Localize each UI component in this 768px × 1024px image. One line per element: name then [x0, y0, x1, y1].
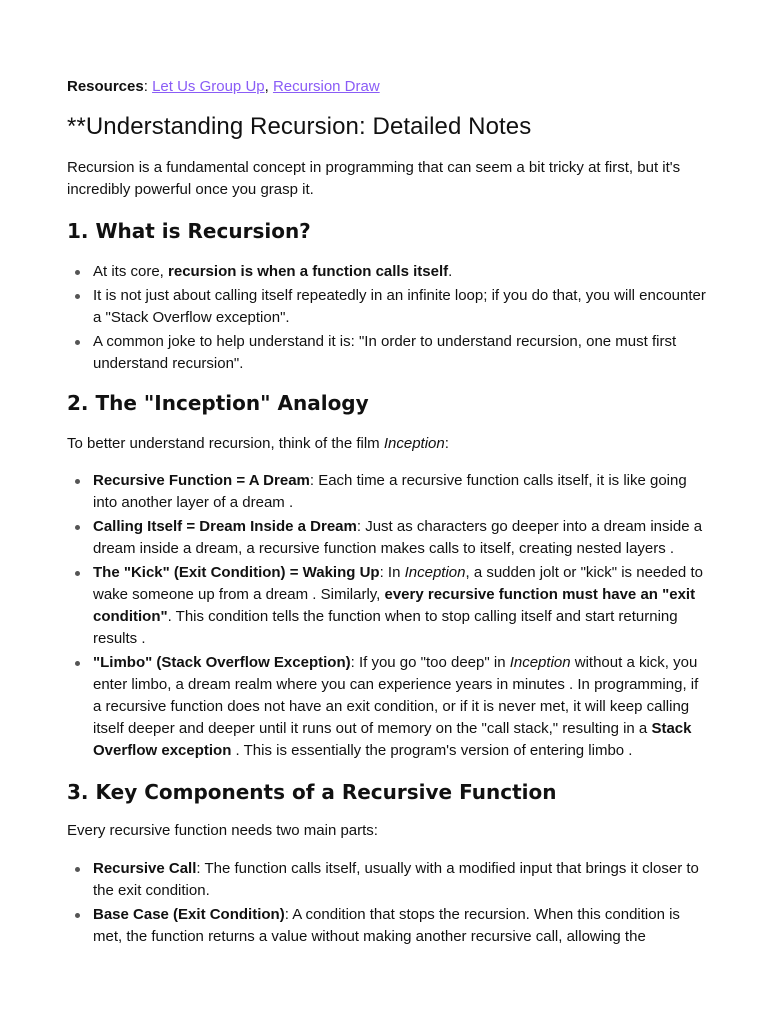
item-text: : In [379, 564, 405, 581]
section-heading-inception-analogy: 2. The "Inception" Analogy [67, 391, 369, 415]
components-intro-paragraph: Every recursive function needs two main parts: [67, 822, 378, 839]
bullet-dot [75, 525, 80, 530]
bullet-dot [75, 270, 80, 275]
what-is-recursion-list [67, 261, 706, 375]
item-text: It is not just about calling itself repeatedly in an infinite loop; if you do that, you will encounter a "Stack Overflow exception". [93, 287, 706, 326]
item-text: : Just as characters go deeper into a dream inside a dream inside a dream, a recursive function makes calls to itself, creating nested layers . [93, 518, 703, 557]
item-text: At its core, [93, 263, 169, 280]
section-heading-key-components: 3. Key Components of a Recursive Function [67, 780, 557, 804]
item-text: A common joke to help understand it is: "In order to understand recursion, one must first understand recursion". [93, 333, 677, 372]
resource-link-recursion-draw[interactable]: Recursion Draw [272, 78, 380, 95]
item-text: : The function calls itself, usually with a modified input that brings it closer to the exit condition. [93, 860, 699, 899]
film-title: Inception [404, 564, 466, 581]
bullet-dot [75, 294, 80, 299]
intro-text: : [444, 435, 449, 452]
item-bold-text: recursion is when a function calls itself [168, 263, 449, 280]
list-item [67, 516, 706, 560]
list-item [67, 331, 706, 375]
resources-colon: : [143, 78, 153, 95]
bullet-dot [75, 340, 80, 345]
list-item [67, 652, 706, 762]
bullet-dot [75, 479, 80, 484]
bullet-dot [75, 867, 80, 872]
resources-line [67, 76, 706, 98]
list-item [67, 562, 706, 650]
intro-text: To better understand recursion, think of the film [67, 435, 384, 452]
item-term: Recursive Call [93, 860, 197, 877]
item-text: : If you go "too deep" in [350, 654, 510, 671]
item-text: without a kick, you enter limbo, a dream realm where you can experience years in minutes . In programming, if a recursive function does not have an exit condition, or if it is never met, it will keep calling itself deeper and deeper until it runs out of memory on the "call stack," resulting in a [93, 654, 699, 737]
inception-analogy-list [67, 470, 706, 762]
film-title: Inception [383, 435, 445, 452]
intro-paragraph: Recursion is a fundamental concept in programming that can seem a bit tricky at first, but it's incredibly powerful once you grasp it. [67, 159, 681, 198]
film-title: Inception [509, 654, 571, 671]
section-heading-what-is-recursion: 1. What is Recursion? [67, 219, 311, 243]
bullet-dot [75, 571, 80, 576]
item-text: . [448, 263, 453, 280]
resources-link-separator: , [264, 78, 273, 95]
item-bold-text: Stack Overflow exception [93, 720, 692, 759]
list-item [67, 470, 706, 514]
resources-label: Resources [67, 78, 144, 95]
item-term: "Limbo" (Stack Overflow Exception) [93, 654, 351, 671]
item-text: , a sudden jolt or "kick" is needed to wake someone up from a dream . Similarly, [93, 564, 703, 603]
list-item [67, 261, 706, 283]
page-title: **Understanding Recursion: Detailed Notes [67, 113, 532, 140]
bullet-dot [75, 661, 80, 666]
item-bold-text: every recursive function must have an "exit condition" [93, 586, 696, 625]
resource-link-let-us-group-up[interactable]: Let Us Group Up [152, 78, 265, 95]
list-item [67, 858, 706, 902]
item-term: Base Case (Exit Condition) [93, 906, 285, 923]
inception-intro-paragraph [67, 433, 706, 455]
item-term: The "Kick" (Exit Condition) = Waking Up [93, 564, 380, 581]
item-text: : A condition that stops the recursion. When this condition is met, the function returns a value without making another recursive call, allowing the [93, 906, 680, 945]
item-text: : Each time a recursive function calls itself, it is like going into another layer of a dream . [93, 472, 687, 511]
item-text: . This is essentially the program's version of entering limbo . [231, 742, 633, 759]
key-components-list [67, 858, 706, 948]
list-item [67, 285, 706, 329]
item-text: . This condition tells the function when to stop calling itself and start returning results . [93, 608, 678, 647]
bullet-dot [75, 913, 80, 918]
item-term: Calling Itself = Dream Inside a Dream [93, 518, 357, 535]
list-item [67, 904, 706, 948]
item-term: Recursive Function = A Dream [93, 472, 310, 489]
